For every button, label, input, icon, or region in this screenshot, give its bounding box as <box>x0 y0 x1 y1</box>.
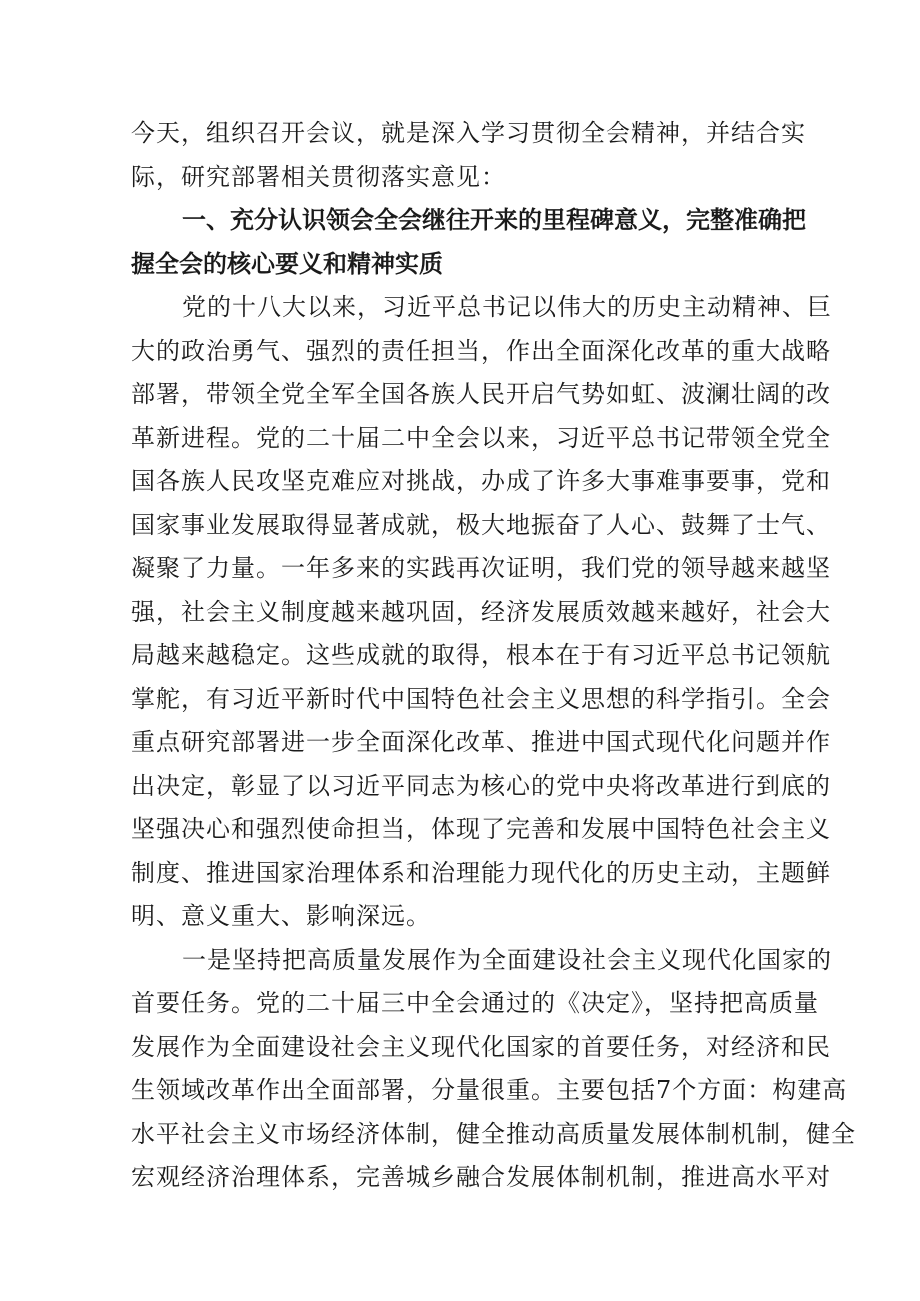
intro-paragraph <box>131 112 806 199</box>
body-paragraph <box>131 939 856 1200</box>
text-line: 际，研究部署相关贯彻落实意见： <box>131 162 506 191</box>
text-line: 生领域改革作出全面部署，分量很重。主要包括7个方面：构建高 <box>131 1076 848 1104</box>
body-paragraph <box>131 286 832 939</box>
document-body <box>131 112 856 1200</box>
text-line: 革新进程。党的二十届二中全会以来，习近平总书记带领全党全 <box>131 423 831 452</box>
text-line: 坚强决心和强烈使命担当，体现了完善和发展中国特色社会主义 <box>131 815 831 843</box>
heading-line: 握全会的核心要义和精神实质 <box>131 249 443 278</box>
text-line: 今天，组织召开会议，就是深入学习贯彻全会精神，并结合实 <box>131 119 806 147</box>
text-line: 宏观经济治理体系，完善城乡融合发展体制机制，推进高水平对 <box>131 1163 831 1191</box>
text-line: 首要任务。党的二十届三中全会通过的《决定》，坚持把高质量 <box>131 989 819 1017</box>
text-line: 一是坚持把高质量发展作为全面建设社会主义现代化国家的 <box>182 945 832 974</box>
text-line: 凝聚了力量。一年多来的实践再次证明，我们党的领导越来越坚 <box>131 554 831 582</box>
text-line: 水平社会主义市场经济体制，健全推动高质量发展体制机制，健全 <box>131 1119 856 1148</box>
text-line: 局越来越稳定。这些成就的取得，根本在于有习近平总书记领航 <box>131 641 831 669</box>
text-line: 明、意义重大、影响深远。 <box>131 902 431 930</box>
text-line: 发展作为全面建设社会主义现代化国家的首要任务，对经济和民 <box>131 1032 831 1061</box>
heading-line: 一、充分认识领会全会继往开来的里程碑意义，完整准确把 <box>182 206 806 234</box>
text-line: 大的政治勇气、强烈的责任担当，作出全面深化改革的重大战略 <box>131 336 831 365</box>
text-line: 出决定，彰显了以习近平同志为核心的党中央将改革进行到底的 <box>131 771 831 800</box>
section-heading <box>131 199 806 286</box>
text-line: 制度、推进国家治理体系和治理能力现代化的历史主动，主题鲜 <box>131 858 831 887</box>
text-line: 重点研究部署进一步全面深化改革、推进中国式现代化问题并作 <box>131 728 831 756</box>
text-line: 国家事业发展取得显著成就，极大地振奋了人心、鼓舞了士气、 <box>131 510 831 539</box>
text-line: 掌舵，有习近平新时代中国特色社会主义思想的科学指引。全会 <box>131 684 831 713</box>
text-line: 国各族人民攻坚克难应对挑战，办成了许多大事难事要事，党和 <box>131 467 831 495</box>
text-line: 强，社会主义制度越来越巩固，经济发展质效越来越好，社会大 <box>131 597 831 626</box>
text-line: 党的十八大以来，习近平总书记以伟大的历史主动精神、巨 <box>182 293 832 321</box>
text-line: 部署，带领全党全军全国各族人民开启气势如虹、波澜壮阔的改 <box>131 380 831 408</box>
